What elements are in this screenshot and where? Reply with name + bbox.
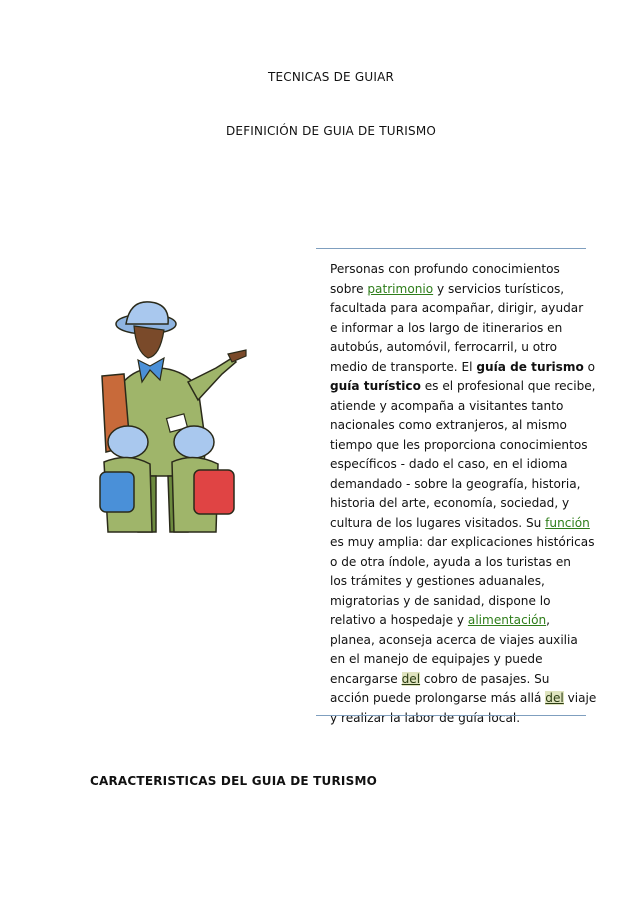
text-line: nacionales como extranjeros, al mismo [330, 418, 567, 432]
text-box-bottom-rule [316, 715, 586, 716]
text-line: guía turístico es el profesional que recibe, [330, 379, 596, 393]
text-box-top-rule [316, 248, 586, 249]
text-line: en el manejo de equipajes y puede [330, 652, 543, 666]
text-line: Personas con profundo conocimientos [330, 262, 560, 276]
alimentacion-link[interactable]: alimentación [467, 613, 547, 627]
del-link[interactable]: del [545, 691, 564, 705]
text-line: específicos - dado el caso, en el idioma [330, 457, 568, 471]
text-line: es muy amplia: dar explicaciones históricas [330, 535, 595, 549]
text-line: acción puede prolongarse más allá del viaje [330, 691, 597, 705]
text-line: medio de transporte. El guía de turismo o [330, 359, 596, 374]
text-line: o de otra índole, ayuda a los turistas en [330, 554, 571, 569]
text-line: historia del arte, economía, sociedad, y [330, 496, 570, 510]
text-line: planea, aconseja acerca de viajes auxilia [330, 632, 578, 647]
text-line: cultura de los lugares visitados. Su función [330, 515, 590, 530]
text-line: encargarse del cobro de pasajes. Su [330, 671, 550, 686]
funcion-link[interactable]: función [545, 515, 590, 530]
document-subtitle: DEFINICIÓN DE GUIA DE TURISMO [225, 124, 437, 138]
bold-term: guía turístico [330, 379, 421, 393]
text-line: atiende y acompaña a visitantes tanto [330, 398, 564, 413]
text-line: migratorias y de sanidad, dispone lo [330, 593, 551, 608]
del-link[interactable]: del [401, 671, 421, 686]
text-line: demandado - sobre la geografía, historia, [330, 476, 581, 491]
text-line: e informar a los largo de itinerarios en [330, 320, 563, 335]
section-heading: CARACTERISTICAS DEL GUIA DE TURISMO [90, 774, 377, 788]
text-line: los trámites y gestiones aduanales, [330, 574, 545, 588]
text-line: relativo a hospedaje y alimentación, [330, 613, 551, 627]
patrimonio-link[interactable]: patrimonio [367, 281, 434, 296]
text-line: y realizar la labor de guía local. [330, 710, 521, 725]
text-line: facultada para acompañar, dirigir, ayudar [330, 301, 584, 315]
text-line: tiempo que les proporciona conocimientos [330, 437, 588, 452]
text-line: autobús, automóvil, ferrocarril, u otro [330, 340, 558, 354]
definition-text [330, 260, 597, 728]
tour-guide-clipart-icon [90, 296, 250, 534]
text-line: sobre patrimonio y servicios turísticos, [330, 281, 565, 296]
bold-term: guía de turismo [476, 359, 584, 374]
document-title: TECNICAS DE GUIAR [267, 70, 395, 84]
